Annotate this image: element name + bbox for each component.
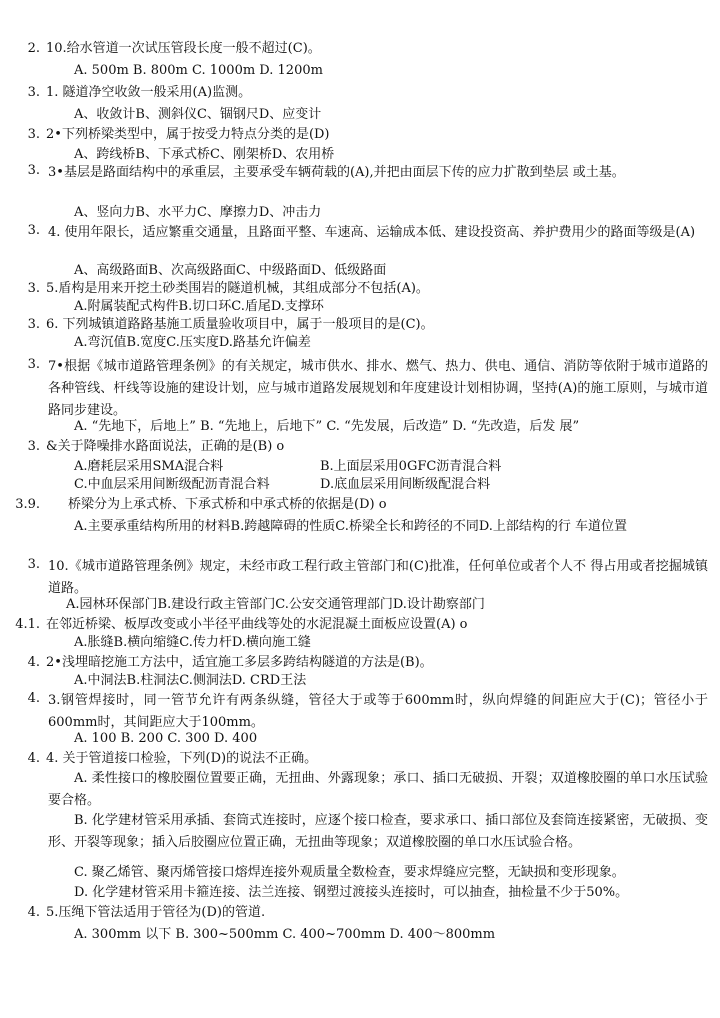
question-text: 7•根据《城市道路管理条例》的有关规定，城市供水、排水、燃气、热力、供电、通信、消防等依附于城市道路的各种管线、杆线等设施的建设计划，应与城市道路发展规划和年度建设计划相协调，坚持(A)的施工原则，与城市道路同步建设。 [48,359,708,418]
question-text: 在邻近桥梁、板厚改变或小半径平曲线等处的水泥混凝土面板应设置(A) o [46,617,468,632]
answer-option-c: C.中血层采用间断级配沥青混合料 [74,477,270,492]
answer-options: A、竖向力B、水平力C、摩擦力D、冲击力 [74,205,322,220]
question-number: 4. [27,751,40,766]
answer-option-b: B. 化学建材管采用承插、套筒式连接时，应逐个接口检查，要求承口、插口部位及套筒连接紧密，无破损、变形、开裂等现象；插入后胶圈应位置正确，无扭曲等现象；双道橡胶圈的单口水压试验合格。 [48,813,708,850]
question-line [0,654,433,672]
question-number: 3. [27,281,40,296]
question-text: 5.压绳下管法适用于管径为(D)的管道. [46,905,266,920]
question-text: 4. 关于管道接口检验，下列(D)的说法不正确。 [46,751,318,766]
answer-options: A.附属装配式构件B.切口环C.盾尾D.支撑环 [74,299,324,314]
answer-options: A. “先地下，后地上” B. “先地上，后地下” C. “先发展，后改造” D. “先改造，后发 展” [74,419,580,434]
question-number: 3.9. [15,497,40,512]
answer-options: A.主要承重结构所用的材料B.跨越障碍的性质C.桥梁全长和跨径的不同D.上部结构的行 车道位置 [74,519,628,534]
question-text: 10.给水管道一次试压管段长度一般不超过(C)。 [46,41,321,56]
question-number: 4. [27,905,40,920]
question-line [0,750,317,768]
question-number: 4.1. [15,617,40,632]
question-number: 3. [27,223,40,238]
answer-options: A、高级路面B、次高级路面C、中级路面D、低级路面 [74,263,387,278]
question-text: 2•下列桥梁类型中，属于按受力特点分类的是(D) [46,127,330,142]
question-text: 6. 下列城镇道路路基施工质量验收项目中，属于一般项目的是(C)。 [46,317,434,332]
question-text: 5.盾构是用来开挖土砂类围岩的隧道机械，其组成部分不包括(A)。 [46,281,429,296]
question-number: 3. [27,557,40,572]
question-text: 3.钢管焊接时，同一管节允许有两条纵缝，管径大于或等于600mm时，纵向焊缝的间距应大于(C)；管径小于600mm时，其间距应大于100mm。 [48,693,708,730]
answer-options: A.胀缝B.横向缩缝C.传力杆D.横向施工缝 [74,635,311,650]
question-line [0,84,251,102]
question-text: 桥梁分为上承式桥、下承式桥和中承式桥的依据是(D) o [68,497,387,512]
question-line [0,40,321,58]
question-number: 3. [27,163,40,178]
answer-option-d: D. 化学建材管采用卡箍连接、法兰连接、钢塑过渡接头连接时，可以抽查，抽检量不少于50%。 [74,885,629,900]
question-line [0,616,468,634]
question-number: 3. [27,317,40,332]
question-number: 3. [27,439,40,454]
answer-option-c: C. 聚乙烯管、聚丙烯管接口熔焊连接外观质量全数检查，要求焊缝应完整，无缺损和变形现象。 [74,865,625,880]
question-number: 4. [27,691,40,706]
question-text: 1. 隧道净空收敛一般采用(A)监测。 [46,85,252,100]
question-number: 2. [27,41,40,56]
question-number: 4. [27,655,40,670]
answer-option-a: A. 柔性接口的橡胶圈位置要正确，无扭曲、外露现象；承口、插口无破损、开裂；双道橡胶圈的单口水压试验要合格。 [48,771,708,808]
answer-option-d: D.底血层采用间断级配混合料 [320,477,491,492]
question-line [0,316,434,334]
question-line [0,496,387,514]
answer-option-a: A.磨耗层采用SMA混合料 [74,459,224,474]
answer-options: A. 100 B. 200 C. 300 D. 400 [74,731,258,746]
question-line [0,126,330,144]
question-number: 3. [27,127,40,142]
question-line [0,904,265,922]
question-text: &关于降噪排水路面说法，正确的是(B) o [46,439,285,454]
question-text: 4. 使用年限长，适应繁重交通量，且路面平整、车速高、运输成本低、建设投资高、养护费用少的路面等级是(A) [48,225,696,240]
question-number: 3. [27,357,40,372]
question-text: 3•基层是路面结构中的承重层，主要承受车辆荷载的(A),并把由面层下传的应力扩散到垫层 或土基。 [48,165,625,180]
answer-option-b: B.上面层采用0GFC沥青混合料 [320,459,502,474]
question-line [0,438,284,456]
answer-options: A. 500m B. 800m C. 1000m D. 1200m [74,63,323,78]
answer-options: A. 300mm 以下 B. 300~500mm C. 400~700mm D. 400〜800mm [74,927,496,942]
answer-options: A.弯沉值B.宽度C.压实度D.路基允许偏差 [74,335,311,350]
answer-options: A、跨线桥B、下承式桥C、刚架桥D、农用桥 [74,147,335,162]
answer-options: A、收敛计B、测斜仪C、锢钢尺D、应变计 [74,107,322,122]
question-text: 10.《城市道路管理条例》规定，未经市政工程行政主管部门和(C)批准，任何单位或者个人不 得占用或者挖掘城镇道路。 [48,559,708,596]
answer-options: A.中洞法B.柱洞法C.侧洞法D. CRD王法 [74,673,307,688]
question-line [0,280,429,298]
question-text: 2•浅埋暗挖施工方法中，适宜施工多层多跨结构隧道的方法是(B)。 [46,655,433,670]
answer-options: A.园林环保部门B.建设行政主管部门C.公安交通管理部门D.设计勘察部门 [66,597,485,612]
question-number: 3. [27,85,40,100]
